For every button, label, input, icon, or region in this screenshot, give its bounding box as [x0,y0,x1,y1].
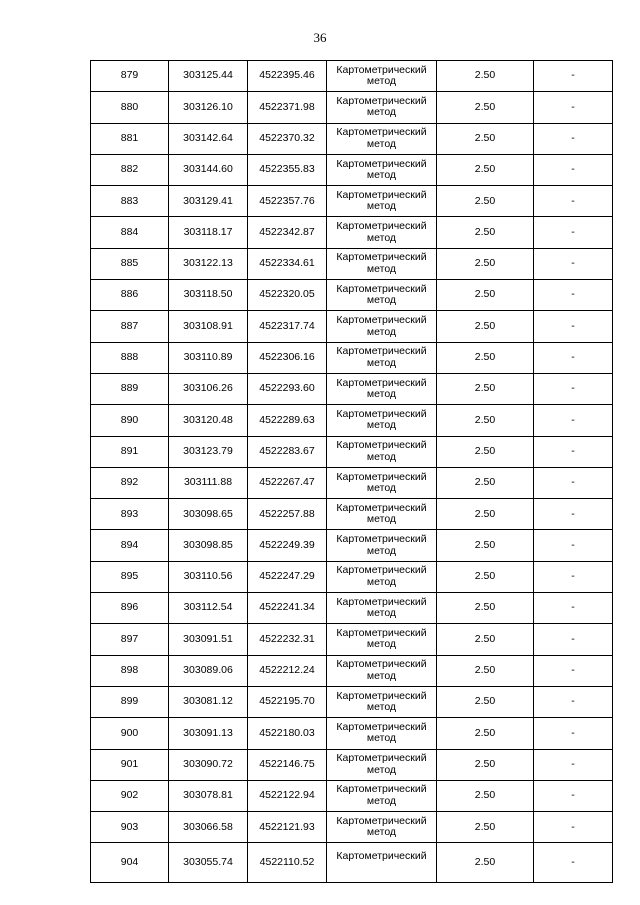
y-coordinate-cell: 4522232.31 [248,624,327,655]
x-coordinate-cell: 303118.50 [169,280,248,311]
precision-cell: 2.50 [437,593,534,624]
note-cell: - [534,280,613,311]
precision-cell: 2.50 [437,436,534,467]
note-cell: - [534,655,613,686]
table-row [91,61,613,92]
y-coordinate-cell: 4522241.34 [248,593,327,624]
note-cell: - [534,593,613,624]
note-cell: - [534,123,613,154]
table-row [91,843,613,882]
table-row [91,530,613,561]
precision-cell: 2.50 [437,405,534,436]
table-row [91,655,613,686]
note-cell: - [534,812,613,843]
point-number-cell: 885 [91,248,169,279]
point-number-cell: 895 [91,561,169,592]
table-row [91,123,613,154]
method-cell: Картометрический метод [327,749,437,780]
point-number-cell: 898 [91,655,169,686]
note-cell: - [534,217,613,248]
precision-cell: 2.50 [437,373,534,404]
note-cell: - [534,342,613,373]
method-cell: Картометрический метод [327,405,437,436]
note-cell: - [534,405,613,436]
point-number-cell: 897 [91,624,169,655]
precision-cell: 2.50 [437,467,534,498]
y-coordinate-cell: 4522355.83 [248,154,327,185]
note-cell: - [534,186,613,217]
table-row [91,311,613,342]
precision-cell: 2.50 [437,812,534,843]
point-number-cell: 891 [91,436,169,467]
x-coordinate-cell: 303129.41 [169,186,248,217]
y-coordinate-cell: 4522334.61 [248,248,327,279]
method-cell: Картометрический метод [327,248,437,279]
method-cell: Картометрический метод [327,499,437,530]
note-cell: - [534,467,613,498]
precision-cell: 2.50 [437,61,534,92]
x-coordinate-cell: 303118.17 [169,217,248,248]
method-cell: Картометрический метод [327,217,437,248]
point-number-cell: 902 [91,780,169,811]
precision-cell: 2.50 [437,342,534,373]
x-coordinate-cell: 303111.88 [169,467,248,498]
table-row [91,467,613,498]
x-coordinate-cell: 303055.74 [169,843,248,882]
precision-cell: 2.50 [437,123,534,154]
y-coordinate-cell: 4522110.52 [248,843,327,882]
y-coordinate-cell: 4522247.29 [248,561,327,592]
method-cell: Картометрический метод [327,593,437,624]
x-coordinate-cell: 303106.26 [169,373,248,404]
table-row [91,593,613,624]
table-row [91,812,613,843]
note-cell: - [534,749,613,780]
y-coordinate-cell: 4522289.63 [248,405,327,436]
y-coordinate-cell: 4522395.46 [248,61,327,92]
table-row [91,186,613,217]
method-cell: Картометрический метод [327,436,437,467]
point-number-cell: 903 [91,812,169,843]
y-coordinate-cell: 4522212.24 [248,655,327,686]
y-coordinate-cell: 4522146.75 [248,749,327,780]
method-cell: Картометрический метод [327,186,437,217]
table-row [91,92,613,123]
method-cell: Картометрический метод [327,92,437,123]
x-coordinate-cell: 303122.13 [169,248,248,279]
point-number-cell: 904 [91,843,169,882]
note-cell: - [534,561,613,592]
method-cell: Картометрический метод [327,812,437,843]
y-coordinate-cell: 4522267.47 [248,467,327,498]
y-coordinate-cell: 4522370.32 [248,123,327,154]
method-cell: Картометрический метод [327,624,437,655]
y-coordinate-cell: 4522195.70 [248,686,327,717]
table-row [91,373,613,404]
note-cell: - [534,61,613,92]
point-number-cell: 886 [91,280,169,311]
method-cell: Картометрический метод [327,718,437,749]
method-cell: Картометрический метод [327,123,437,154]
point-number-cell: 890 [91,405,169,436]
y-coordinate-cell: 4522249.39 [248,530,327,561]
y-coordinate-cell: 4522122.94 [248,780,327,811]
note-cell: - [534,373,613,404]
point-number-cell: 899 [91,686,169,717]
table-row [91,499,613,530]
coordinates-table-body [91,61,613,883]
table-row [91,686,613,717]
table-row [91,436,613,467]
precision-cell: 2.50 [437,561,534,592]
x-coordinate-cell: 303126.10 [169,92,248,123]
precision-cell: 2.50 [437,499,534,530]
point-number-cell: 893 [91,499,169,530]
note-cell: - [534,499,613,530]
x-coordinate-cell: 303144.60 [169,154,248,185]
point-number-cell: 883 [91,186,169,217]
point-number-cell: 884 [91,217,169,248]
x-coordinate-cell: 303142.64 [169,123,248,154]
y-coordinate-cell: 4522317.74 [248,311,327,342]
precision-cell: 2.50 [437,92,534,123]
method-cell: Картометрический метод [327,280,437,311]
note-cell: - [534,780,613,811]
method-cell: Картометрический [327,843,437,882]
x-coordinate-cell: 303081.12 [169,686,248,717]
table-row [91,217,613,248]
method-cell: Картометрический метод [327,655,437,686]
note-cell: - [534,718,613,749]
note-cell: - [534,624,613,655]
x-coordinate-cell: 303123.79 [169,436,248,467]
precision-cell: 2.50 [437,186,534,217]
point-number-cell: 879 [91,61,169,92]
method-cell: Картометрический метод [327,561,437,592]
table-row [91,248,613,279]
precision-cell: 2.50 [437,686,534,717]
point-number-cell: 888 [91,342,169,373]
x-coordinate-cell: 303090.72 [169,749,248,780]
page-number: 36 [313,30,327,45]
note-cell: - [534,686,613,717]
table-row [91,154,613,185]
precision-cell: 2.50 [437,749,534,780]
table-row [91,749,613,780]
point-number-cell: 892 [91,467,169,498]
x-coordinate-cell: 303110.56 [169,561,248,592]
x-coordinate-cell: 303110.89 [169,342,248,373]
y-coordinate-cell: 4522320.05 [248,280,327,311]
precision-cell: 2.50 [437,530,534,561]
y-coordinate-cell: 4522283.67 [248,436,327,467]
note-cell: - [534,436,613,467]
precision-cell: 2.50 [437,154,534,185]
y-coordinate-cell: 4522257.88 [248,499,327,530]
x-coordinate-cell: 303112.54 [169,593,248,624]
y-coordinate-cell: 4522371.98 [248,92,327,123]
precision-cell: 2.50 [437,718,534,749]
table-row [91,561,613,592]
table-row [91,280,613,311]
note-cell: - [534,154,613,185]
precision-cell: 2.50 [437,248,534,279]
table-row [91,342,613,373]
method-cell: Картометрический метод [327,467,437,498]
x-coordinate-cell: 303125.44 [169,61,248,92]
point-number-cell: 889 [91,373,169,404]
x-coordinate-cell: 303091.51 [169,624,248,655]
note-cell: - [534,843,613,882]
point-number-cell: 894 [91,530,169,561]
x-coordinate-cell: 303098.65 [169,499,248,530]
table-row [91,405,613,436]
precision-cell: 2.50 [437,780,534,811]
method-cell: Картометрический метод [327,373,437,404]
y-coordinate-cell: 4522342.87 [248,217,327,248]
x-coordinate-cell: 303108.91 [169,311,248,342]
y-coordinate-cell: 4522293.60 [248,373,327,404]
note-cell: - [534,311,613,342]
x-coordinate-cell: 303098.85 [169,530,248,561]
table-row [91,780,613,811]
x-coordinate-cell: 303078.81 [169,780,248,811]
point-number-cell: 900 [91,718,169,749]
y-coordinate-cell: 4522357.76 [248,186,327,217]
point-number-cell: 880 [91,92,169,123]
note-cell: - [534,92,613,123]
table-row [91,718,613,749]
precision-cell: 2.50 [437,843,534,882]
point-number-cell: 882 [91,154,169,185]
note-cell: - [534,248,613,279]
x-coordinate-cell: 303066.58 [169,812,248,843]
precision-cell: 2.50 [437,655,534,686]
method-cell: Картометрический метод [327,780,437,811]
table-row [91,624,613,655]
y-coordinate-cell: 4522121.93 [248,812,327,843]
y-coordinate-cell: 4522306.16 [248,342,327,373]
point-number-cell: 887 [91,311,169,342]
method-cell: Картометрический метод [327,342,437,373]
precision-cell: 2.50 [437,311,534,342]
precision-cell: 2.50 [437,624,534,655]
point-number-cell: 881 [91,123,169,154]
precision-cell: 2.50 [437,280,534,311]
point-number-cell: 901 [91,749,169,780]
x-coordinate-cell: 303120.48 [169,405,248,436]
method-cell: Картометрический метод [327,686,437,717]
note-cell: - [534,530,613,561]
x-coordinate-cell: 303091.13 [169,718,248,749]
point-number-cell: 896 [91,593,169,624]
precision-cell: 2.50 [437,217,534,248]
method-cell: Картометрический метод [327,61,437,92]
x-coordinate-cell: 303089.06 [169,655,248,686]
y-coordinate-cell: 4522180.03 [248,718,327,749]
method-cell: Картометрический метод [327,311,437,342]
method-cell: Картометрический метод [327,530,437,561]
coordinates-table [90,60,613,883]
method-cell: Картометрический метод [327,154,437,185]
